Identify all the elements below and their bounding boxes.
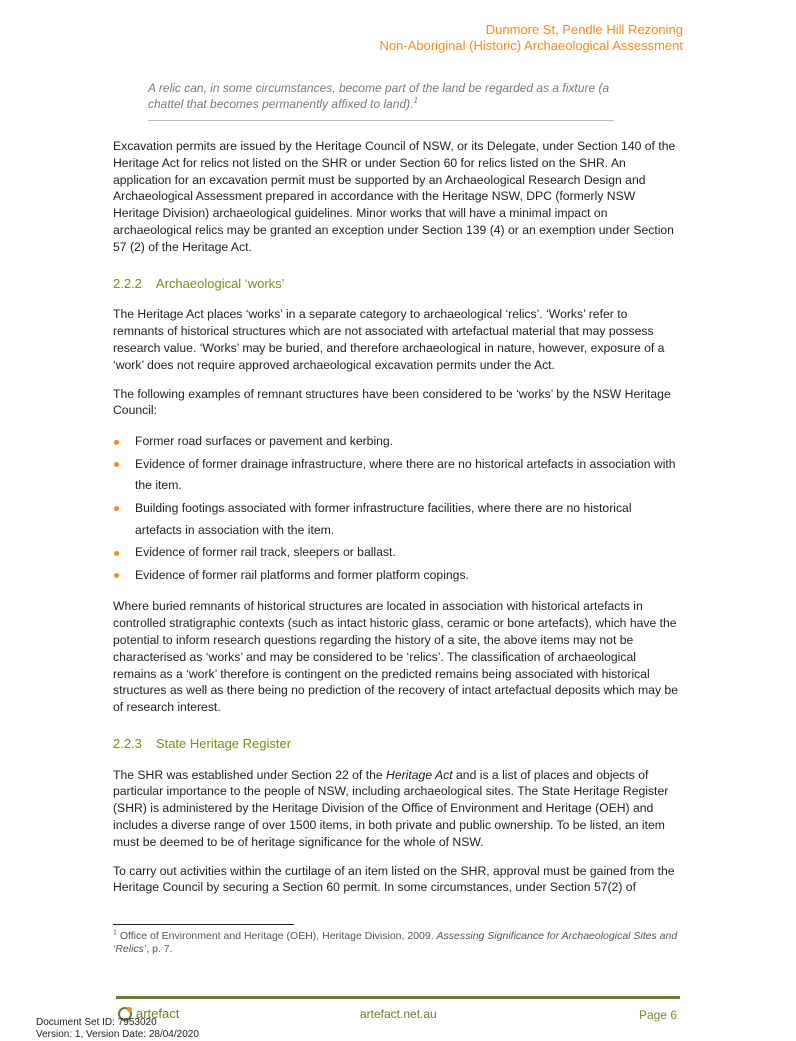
logo-text: artefact — [136, 1006, 180, 1021]
section-heading-state-heritage-register — [113, 736, 681, 753]
page-number: Page 6 — [638, 1008, 677, 1022]
text-run: The SHR was established under Section 22 of the — [113, 767, 387, 782]
header-title: Dunmore St, Pendle Hill Rezoning — [485, 22, 683, 37]
list-item: Building footings associated with former infrastructure facilities, where there are no historical artefacts in association with the item. — [113, 498, 681, 541]
text-run: Office of Environment and Heritage (OEH), Heritage Division, 2009. — [116, 930, 437, 942]
text-run: and is a list of places and objects of particular importance to the people of NSW, including archaeological sites. The State Heritage Register (SHR) is administered by the Heritage Division of the Office of Environment and Heritage (OEH) and includes a diverse range of over 1500 items, in both private and public ownership. To be listed, an item must be deemed to be of heritage significance for the whole of NSW. — [113, 767, 669, 849]
body-content — [113, 138, 681, 908]
footer-website-link[interactable]: artefact.net.au — [360, 1007, 437, 1021]
footnote-number: 1 — [113, 929, 117, 937]
paragraph-shr-description — [113, 767, 681, 851]
paragraph-works-examples-intro: The following examples of remnant structures have been considered to be ‘works’ by the NSW Heritage Council: — [113, 386, 671, 418]
document-version: Version: 1, Version Date: 28/04/2020 — [36, 1029, 199, 1040]
section-title: State Heritage Register — [155, 735, 292, 751]
header-subtitle: Non-Aboriginal (Historic) Archaeological Assessment — [379, 38, 683, 53]
quote-footnote-ref[interactable]: 1 — [413, 96, 418, 105]
text-run-italic: Heritage Act — [386, 767, 453, 782]
paragraph-relics-vs-works: Where buried remnants of historical structures are located in association with historical artefacts in controlled stratigraphic contexts (such as intact historic glass, ceramic or bone artefacts), which have the potential to inform research questions regarding the history of a site, the above items may not be characterised as ‘works’ and may be considered to be ‘relics’. The classification of archaeological remains as a ‘work’ therefore is contingent on the predicted remains being associated with historical structures as well as there being no prediction of the recovery of intact artefactual deposits which may be of research interest. — [113, 599, 678, 715]
section-number: 2.2.2 — [113, 275, 142, 291]
footer-divider — [116, 996, 680, 999]
section-heading-archaeological-works — [113, 276, 681, 293]
section-number: 2.2.3 — [113, 735, 142, 751]
list-item: Evidence of former rail platforms and former platform copings. — [113, 565, 681, 587]
text-run-italic: Assessing Significance for Archaeological Sites and ‘Relics’ — [113, 930, 678, 955]
footnote — [113, 930, 681, 956]
document-metadata — [36, 1017, 199, 1041]
paragraph-section-60-permit: To carry out activities within the curtilage of an item listed on the SHR, approval must be gained from the Heritage Council by securing a Section 60 permit. In some circumstances, under Section 57(2) of — [113, 863, 675, 895]
quote-text: A relic can, in some circumstances, become part of the land be regarded as a fixture (a chattel that becomes permanently affixed to land). — [148, 81, 610, 111]
relic-quote — [148, 80, 614, 121]
list-item: Evidence of former drainage infrastructure, where there are no historical artefacts in association with the item. — [113, 454, 681, 497]
list-item: Evidence of former rail track, sleepers or ballast. — [113, 542, 681, 564]
section-title: Archaeological ‘works’ — [155, 275, 285, 291]
works-examples-list — [113, 431, 681, 586]
text-run: , p. 7. — [146, 943, 173, 955]
footnote-divider — [113, 924, 294, 925]
paragraph-excavation-permits: Excavation permits are issued by the Heritage Council of NSW, or its Delegate, under Section 140 of the Heritage Act for relics not listed on the SHR or under Section 60 for relics listed on the SHR. An application for an excavation permit must be supported by an Archaeological Research Design and Archaeological Assessment prepared in accordance with the Heritage NSW, DPC (formerly NSW Heritage Division) archaeological guidelines. Minor works that will have a minimal impact on archaeological relics may be granted an exception under Section 139 (4) or an exemption under Section 57 (2) of the Heritage Act. — [113, 139, 676, 254]
document-set-id: Document Set ID: 7953020 — [36, 1017, 157, 1028]
page-header — [380, 22, 683, 54]
list-item: Former road surfaces or pavement and kerbing. — [113, 431, 681, 453]
paragraph-works-definition: The Heritage Act places ‘works’ in a separate category to archaeological ‘relics’. ‘Works’ refer to remnants of historical structures which are not associated with artefactual material that may possess research value. ‘Works’ may be buried, and therefore archaeological in nature, however, exposure of a ‘work’ does not require approved archaeological excavation permits under the Act. — [113, 307, 665, 372]
